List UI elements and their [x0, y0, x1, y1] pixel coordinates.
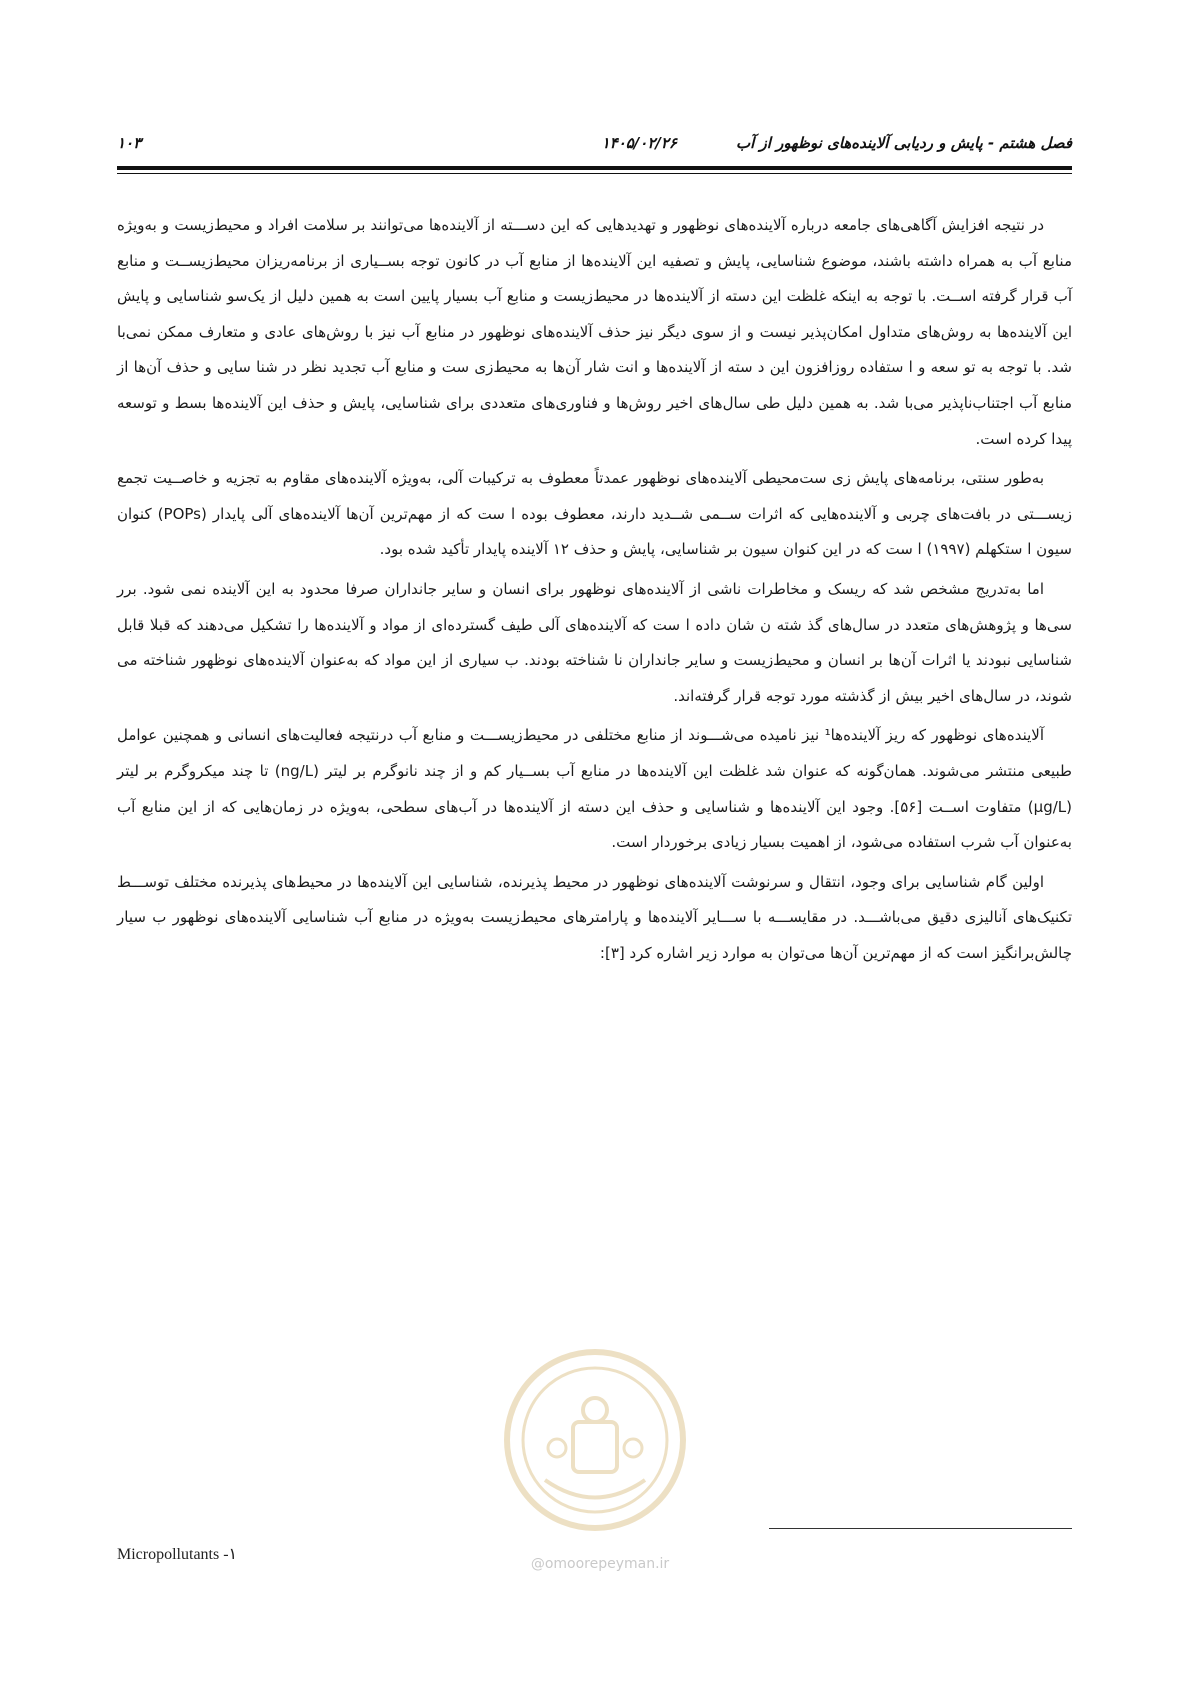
header-date: ۱۴۰۵/۰۲/۲۶ — [601, 134, 677, 152]
chapter-title: فصل هشتم - پایش و ردیابی آلاینده‌های نوظهور از آب — [735, 134, 1072, 152]
page-number: ۱۰۳ — [117, 134, 142, 152]
body-text — [117, 208, 1072, 971]
header-rule-thick — [117, 166, 1072, 170]
header-rule-thin — [117, 173, 1072, 174]
paragraph: اولین گام شناسایی برای وجود، انتقال و سرنوشت آلاینده‌های نوظهور در محیط پذیرنده، شناسایی این آلاینده‌ها در محیط‌های پذیرنده مختلف توســـط تکنیک‌های آنالیزی دقیق می‌باشـــد. در مقایســـه با ســـایر آلاینده‌ها و پارامترهای محیط‌زیست به‌ویژه در منابع آب شناسایی آلاینده‌های نوظهور ب سیار چالش‌برانگیز است که از مهم‌ترین آن‌ها می‌توان به موارد زیر اشاره کرد [۳]: — [117, 872, 1072, 962]
watermark-url: @omoorepeyman.ir — [530, 1556, 670, 1572]
paragraph: به‌طور سنتی، برنامه‌های پایش زی ست‌محیطی آلاینده‌های نوظهور عمدتاً معطوف به ترکیبات آلی، به‌ویژه آلاینده‌های مقاوم به تجزیه و خاصــیت تجمع زیســـتی در بافت‌های چربی و آلاینده‌هایی که اثرات ســمی شــدید دارند، معطوف بوده ا ست که از مهم‌ترین آن‌ها آلاینده‌های آلی پایدار (POPs) کنوان سیون ا ستکهلم (۱۹۹۷) ا ست که در این کنوان سیون بر شناسایی، پایش و حذف ۱۲ آلاینده پایدار تأکید شده بود. — [117, 469, 1072, 559]
footnote-separator — [769, 1528, 1072, 1529]
running-header — [117, 128, 1072, 158]
paragraph: در نتیجه افزایش آگاهی‌های جامعه درباره آلاینده‌های نوظهور و تهدیدهایی که این دســـته از آلاینده‌ها می‌توانند بر سلامت افراد و محیط‌زیست و به‌ویژه منابع آب به همراه داشته باشند، موضوع شناسایی، پایش و تصفیه این آلاینده‌ها از منابع آب در کانون توجه بســیاری از برنامه‌ریزان محیط‌زیســت و منابع آب قرار گرفته اســت. با توجه به اینکه غلظت این دسته از آلاینده‌ها در محیط‌زیست و منابع آب بسیار پایین است به همین دلیل از یک‌سو شناسایی و پایش این آلاینده‌ها به روش‌های متداول امکان‌پذیر نیست و از سوی دیگر نیز حذف آلاینده‌های نوظهور در منابع آب نیز با روش‌های عادی و متعارف ممکن نمی‌با شد. با توجه به تو سعه و ا ستفاده روزافزون این د سته از آلاینده‌ها و انت شار آن‌ها به محیط‌زی ست و منابع آب تجدید نظر در شنا سایی و حذف آن‌ها از منابع آب اجتناب‌ناپذیر می‌با شد. به همین دلیل طی سال‌های اخیر روش‌ها و فناوری‌های متعددی برای شناسایی، پایش و حذف این آلاینده‌ها بسط و توسعه پیدا کرده است. — [117, 216, 1072, 448]
watermark-seal-icon — [495, 1330, 695, 1550]
paragraph: اما به‌تدریج مشخص شد که ریسک و مخاطرات ناشی از آلاینده‌های نوظهور برای انسان و سایر جانداران صرفا محدود به این آلاینده نمی شود. برر سی‌ها و پژوهش‌های متعدد در سال‌های گذ شته ن شان داده ا ست که آلاینده‌های آلی طیف گسترده‌ای از مواد و آلاینده‌ها را تشکیل می‌دهند که قبلا قابل شناسایی نبودند یا اثرات آن‌ها بر انسان و محیط‌زیست و سایر جانداران نا شناخته بودند. ب سیاری از این مواد که به‌عنوان آلاینده‌های نوظهور شناخته می شوند، در سال‌های اخیر بیش از گذشته مورد توجه قرار گرفته‌اند. — [117, 579, 1072, 705]
footnote: ۱- Micropollutants — [117, 1546, 238, 1563]
paragraph: آلاینده‌های نوظهور که ریز آلاینده‌ها¹ نیز نامیده می‌شـــوند از منابع مختلفی در محیط‌زیســـت و منابع آب درنتیجه فعالیت‌های انسانی و همچنین عوامل طبیعی منتشر می‌شوند. همان‌گونه که عنوان شد غلظت این آلاینده‌ها در منابع آب بســیار کم و از چند نانوگرم بر لیتر (ng/L) تا چند میکروگرم بر لیتر (µg/L) متفاوت اســت [۵۶]. وجود این آلاینده‌ها و شناسایی و حذف این دسته از آلاینده‌ها در آب‌های سطحی، به‌ویژه در زمان‌هایی که از این منابع آب به‌عنوان آب شرب استفاده می‌شود، از اهمیت بسیار زیادی برخوردار است. — [117, 726, 1072, 852]
